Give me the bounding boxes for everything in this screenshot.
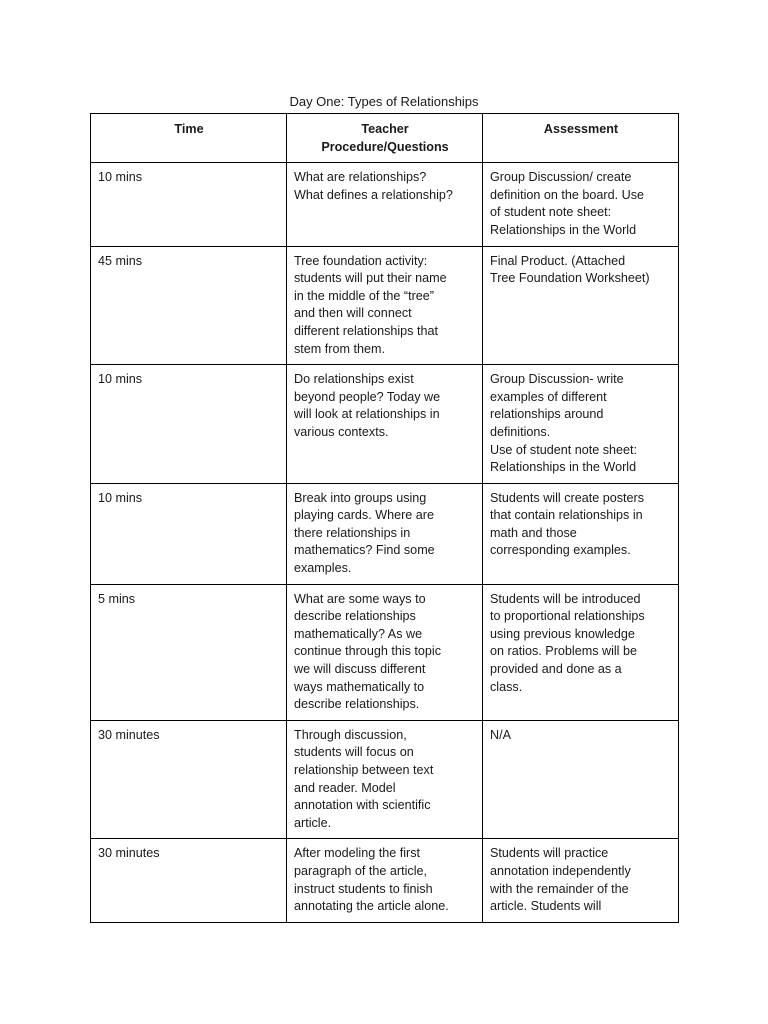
cell-time: 10 mins [91, 365, 287, 484]
document-title: Day One: Types of Relationships [289, 94, 479, 109]
table-row [91, 365, 679, 484]
cell-time: 10 mins [91, 163, 287, 246]
cell-assessment: Students will practice annotation independently with the remainder of the article. Students will [483, 839, 679, 922]
header-assessment: Assessment [483, 114, 679, 163]
cell-time: 45 mins [91, 246, 287, 365]
cell-assessment: N/A [483, 720, 679, 839]
cell-time: 10 mins [91, 483, 287, 584]
table-row [91, 584, 679, 720]
table-row [91, 483, 679, 584]
table-row [91, 720, 679, 839]
cell-procedure: Do relationships exist beyond people? Today we will look at relationships in various contexts. [287, 365, 483, 484]
cell-time: 30 minutes [91, 839, 287, 922]
cell-procedure: What are some ways to describe relationships mathematically? As we continue through this topic we will discuss different ways mathematically to describe relationships. [287, 584, 483, 720]
lesson-plan-table [90, 113, 679, 923]
cell-assessment: Students will create posters that contain relationships in math and those corresponding examples. [483, 483, 679, 584]
header-procedure: Teacher Procedure/Questions [287, 114, 483, 163]
table-row [91, 246, 679, 365]
cell-procedure: Tree foundation activity: students will put their name in the middle of the “tree” and then will connect different relationships that stem from them. [287, 246, 483, 365]
cell-assessment: Group Discussion/ create definition on the board. Use of student note sheet: Relationships in the World [483, 163, 679, 246]
cell-time: 30 minutes [91, 720, 287, 839]
cell-assessment: Students will be introduced to proportional relationships using previous knowledge on ratios. Problems will be provided and done as a class. [483, 584, 679, 720]
cell-assessment: Group Discussion- write examples of different relationships around definitions. Use of student note sheet: Relationships in the World [483, 365, 679, 484]
table-row [91, 163, 679, 246]
table-header-row [91, 114, 679, 163]
cell-procedure: What are relationships? What defines a relationship? [287, 163, 483, 246]
cell-assessment: Final Product. (Attached Tree Foundation Worksheet) [483, 246, 679, 365]
table-row [91, 839, 679, 922]
cell-procedure: After modeling the first paragraph of the article, instruct students to finish annotating the article alone. [287, 839, 483, 922]
cell-procedure: Through discussion, students will focus on relationship between text and reader. Model annotation with scientific article. [287, 720, 483, 839]
cell-procedure: Break into groups using playing cards. Where are there relationships in mathematics? Find some examples. [287, 483, 483, 584]
cell-time: 5 mins [91, 584, 287, 720]
header-time: Time [91, 114, 287, 163]
